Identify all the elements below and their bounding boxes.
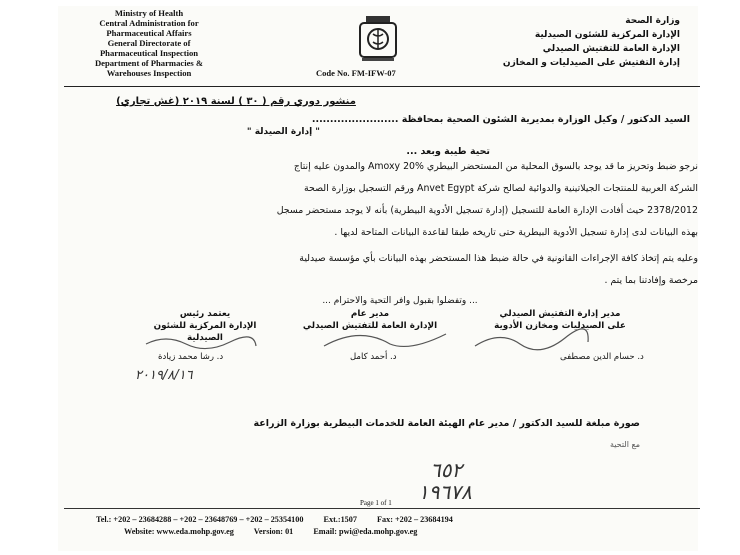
body-paragraph [66,156,698,244]
signature-title: مدير عام الإدارة العامة للتفتيش الصيدلي [302,309,438,331]
header-line: إدارة التفتيش على الصيدليات و المخازن [502,58,680,68]
header-line: وزارة الصحة [625,16,680,26]
signature-title: يعتمد رئيس الإدارة المركزية للشئون الصيدلية [153,309,257,343]
circular-title: منشور دوري رقم ( ٣٠ ) لسنة ٢٠١٩ (غش تجاري) [116,96,356,107]
header-line: الإدارة العامة للتفتيش الصيدلي [542,44,680,54]
body-line: بهذه البيانات لدى إدارة تسجيل الأدوية البيطرية حتى تاريخه طبقا لقاعدة البيانات المتاحة لديها . [334,227,698,238]
department: " إدارة الصيدلة " [246,127,320,137]
handwritten-number: ٦٥٢ [430,458,463,482]
body-line: مرخصة وإفادتنا بما يتم . [604,275,698,286]
page-label: Page 1 of 1 [360,499,392,507]
body-line: 2378/2012 حيث أفادت الإدارة العامة للتسجيل (إدارة تسجيل الأدوية البيطرية) بأنه لا يوجد مستحضر مسجل [276,205,698,216]
closing-line: ... وتفضلوا بقبول وافر التحية والاحترام ... [322,296,478,306]
handwritten-date: ٢٠١٩/٨/١٦ [135,368,193,383]
footer-version: Version: 01 [253,527,294,536]
copy-note: صورة مبلغة للسيد الدكتور / مدير عام الهيئة العامة للخدمات البيطرية بوزارة الزراعة [253,418,640,429]
greeting: تحية طيبة وبعد ... [406,146,490,157]
footer-tel: Tel.: +202 – 23684288 – +202 – 23648769 – +202 – 25354100 [96,515,304,524]
small-note: مع التحية [609,440,640,449]
header-line: Pharmaceutical Inspection [99,48,199,58]
signature-scribble-icon [320,326,450,354]
footer-ext: Ext.:1507 [323,515,357,524]
footer-fax: Fax: +202 – 23684194 [377,515,453,524]
header-line: Central Administration for [99,18,199,28]
header-line: Warehouses Inspection [106,68,192,78]
action-paragraph [66,248,698,292]
footer-web [124,527,724,536]
code-number: Code No. FM-IFW-07 [316,68,396,78]
footer-contact [96,515,716,524]
body-line: نرجو ضبط وتحريز ما قد يوجد بالسوق المحلية من المستحضر البيطري Amoxy 20% والمدون عليه إنتاج [293,161,698,172]
body-line: وعليه يتم إتخاذ كافة الإجراءات القانونية في حالة ضبط هذا المستحضر بهذه البيانات بأي مؤسسة صيدلية [299,253,698,264]
header-divider [64,86,700,87]
signatory-name: د. رشا محمد زيادة [158,352,224,362]
addressee: السيد الدكتور / وكيل الوزارة بمديرية الشئون الصحية بمحافظة ........................ [311,114,690,125]
header-line: General Directorate of [107,38,191,48]
body-line: الشركة العربية للمنتجات الجيلاتينية والدوائية لصالح شركة Anvet Egypt ورقم التسجيل بوزارة الصحة [304,183,698,194]
header-line: Ministry of Health [114,8,184,18]
header-line: Department of Pharmacies & [94,58,204,68]
signature-scribble-icon [140,330,260,354]
signature-scribble-icon [470,328,590,354]
handwritten-number: ١٩٦٧٨ [418,480,472,504]
footer-email: Email: pwi@eda.mohp.gov.eg [313,527,418,536]
signatory-name: د. أحمد كامل [350,352,397,362]
footer-website: Website: www.eda.mohp.gov.eg [124,527,234,536]
signature-title: مدير إدارة التفتيش الصيدلي على الصيدليات ومخازن الأدوية [494,309,626,331]
header-arabic [470,14,680,70]
header-line: الإدارة المركزية للشئون الصيدلية [534,30,680,40]
header-line: Pharmaceutical Affairs [106,28,192,38]
ministry-logo-icon [352,14,404,64]
header-english [64,8,234,78]
footer-divider [64,508,700,509]
signatory-name: د. حسام الدين مصطفى [560,352,644,362]
